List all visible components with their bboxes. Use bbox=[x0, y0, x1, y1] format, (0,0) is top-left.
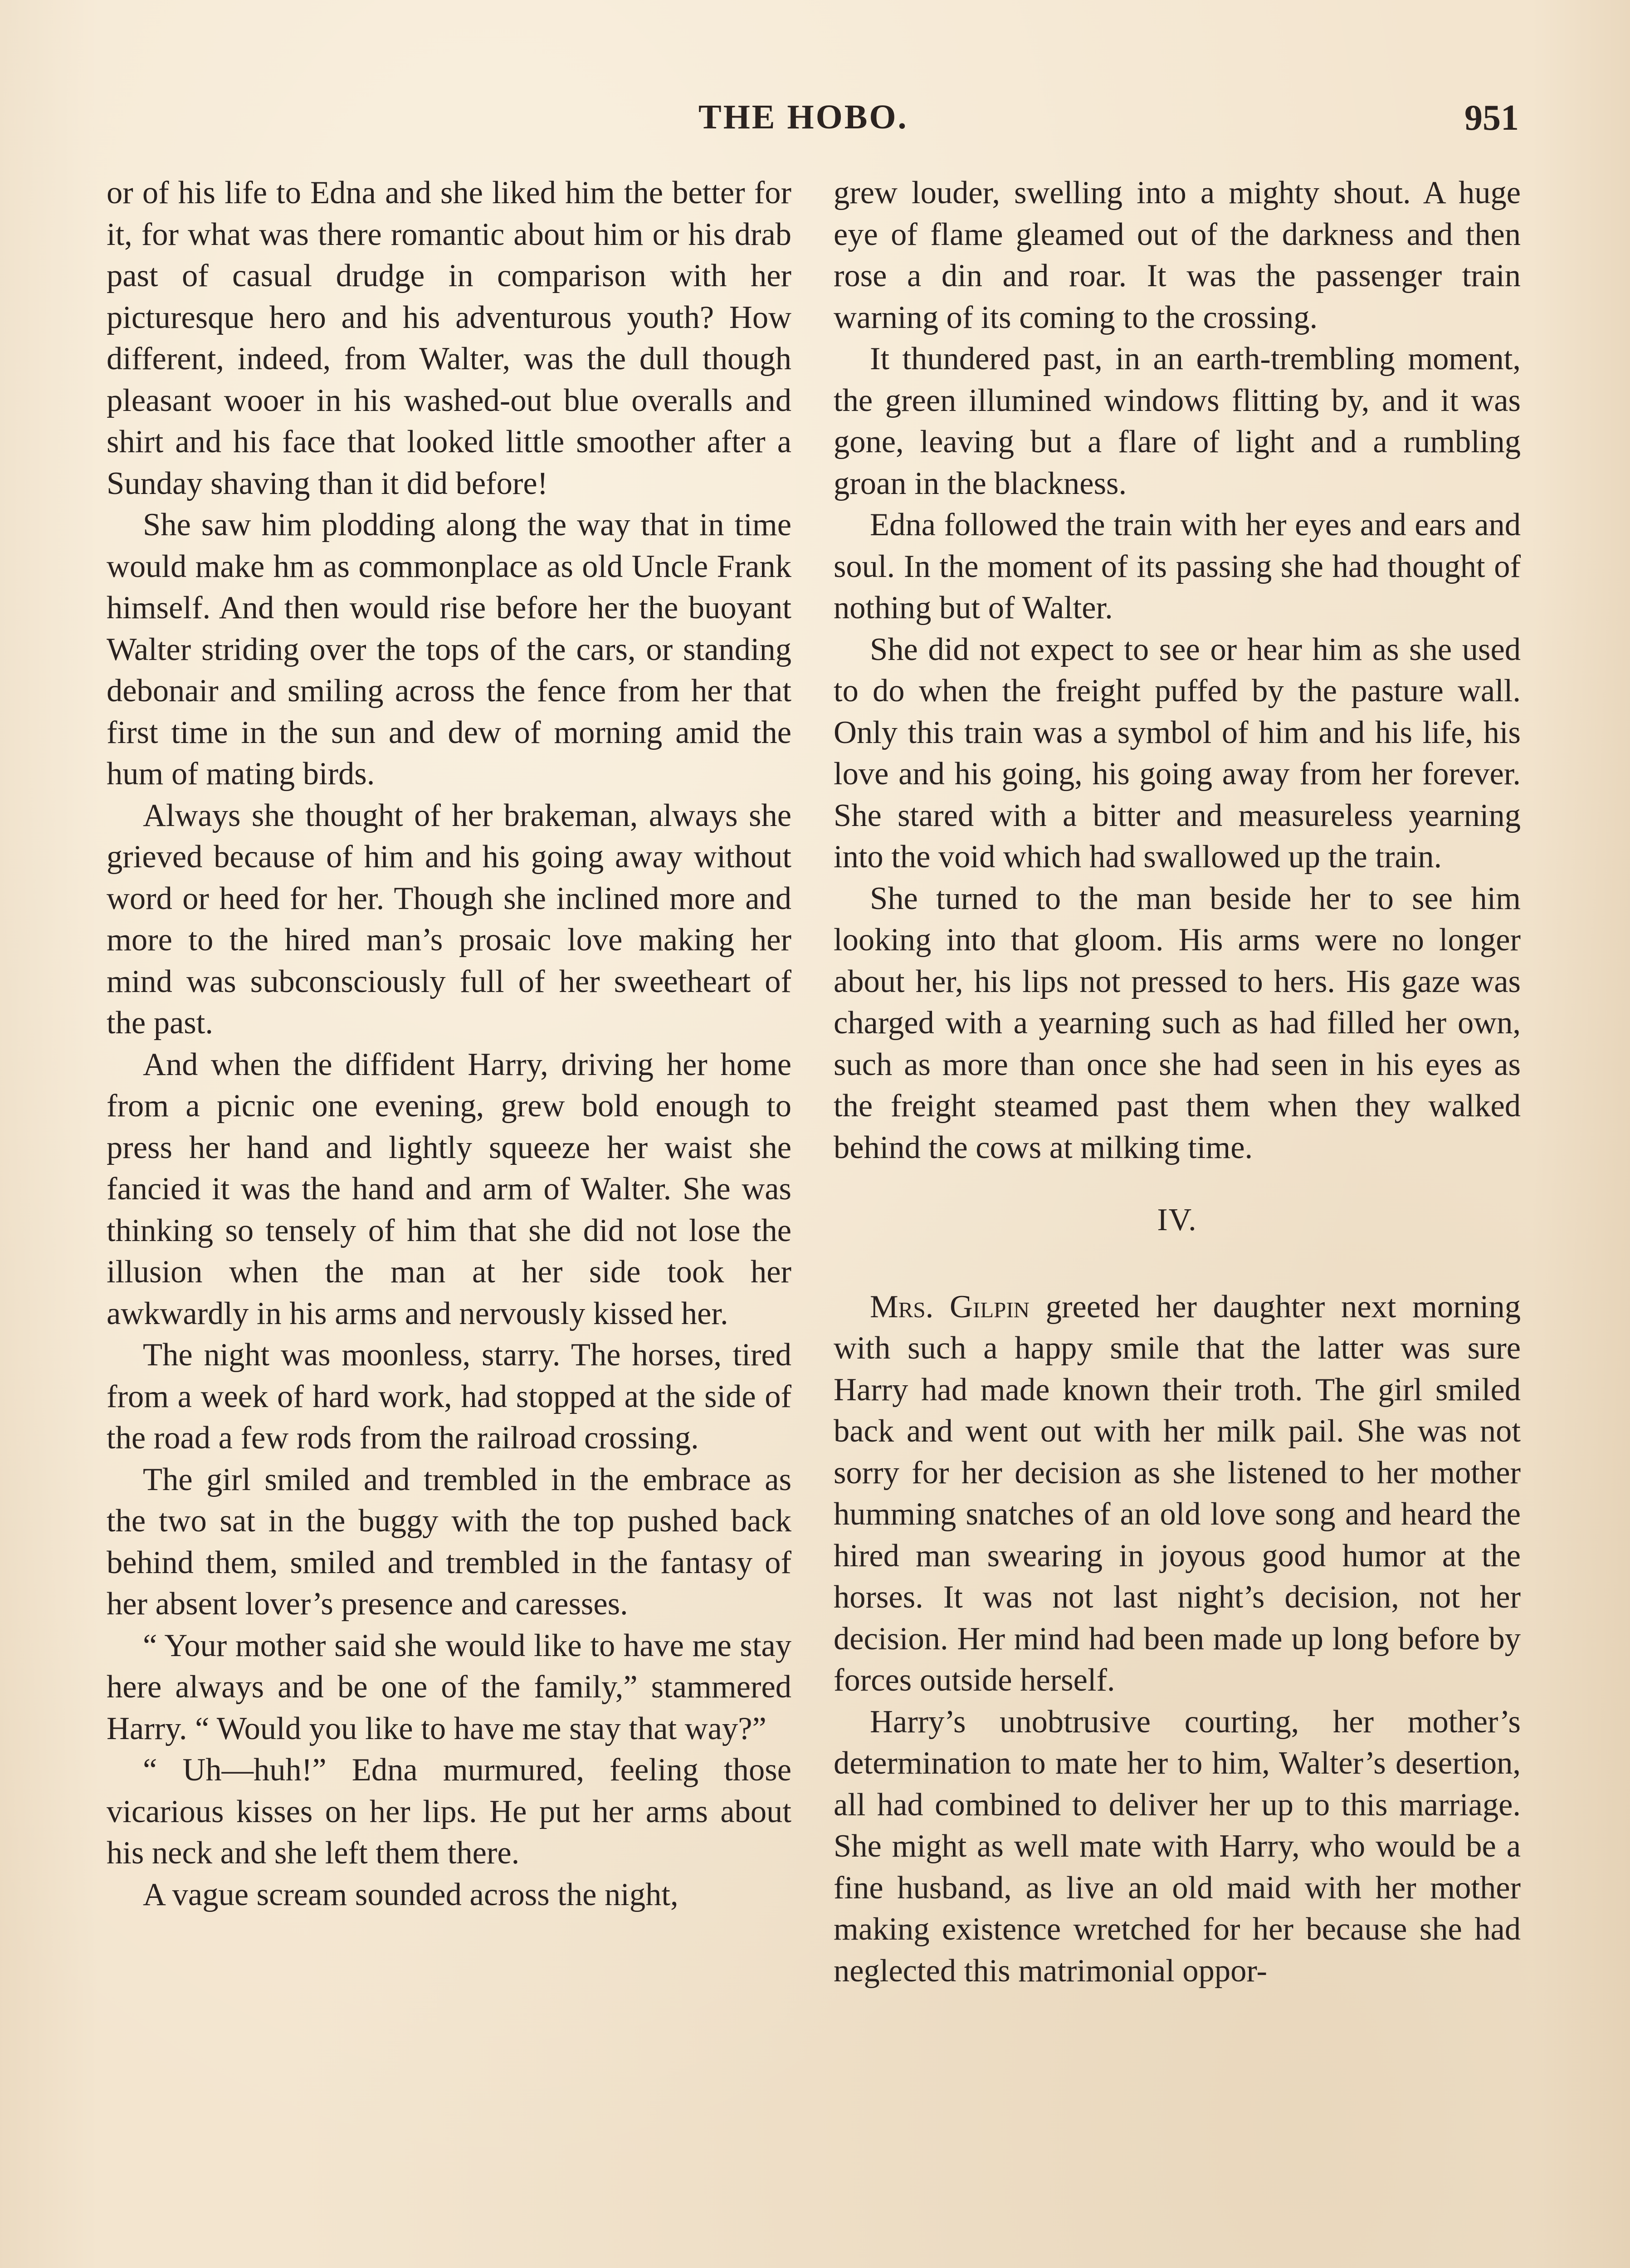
paragraph: “ Uh—huh!” Edna murmured, feeling those vicarious kisses on her lips. He put her arms about his neck and she left them there. bbox=[107, 1752, 791, 1871]
section-opening-text: greeted her daughter next morning with such a happy smile that the latter was sure Harry had made known their troth. The girl smiled back and went out with her milk pail. She was not sorry for her decision as she listened to her mother humming snatches of an old love song and heard the hired man swearing in joyous good humor at the horses. It was not last night’s decision, not her decision. Her mind had been made up long before by forces outside herself. bbox=[834, 1289, 1521, 1698]
paragraph: She saw him plodding along the way that in time would make hm as commonplace as old Uncle Frank himself. And then would rise before her the buoyant Walter striding over the tops of the cars, or standing debonair and smiling across the fence from her that first time in the sun and dew of morning amid the hum of mating birds. bbox=[107, 507, 791, 792]
paragraph: She turned to the man beside her to see him looking into that gloom. His arms were no longer about her, his lips not pressed to hers. His gaze was charged with a yearning such as had filled her own, such as more than once she had seen in his eyes as the freight steamed past them when they walked behind the cows at milking time. bbox=[834, 880, 1521, 1165]
page-header bbox=[0, 98, 1630, 147]
paragraph: Always she thought of her brakeman, always she grieved because of him and his going away without word or heed for her. Though she inclined more and more to the hired man’s prosaic love making her mind was subconsciously full of her sweetheart of the past. bbox=[107, 797, 791, 1041]
paragraph: A vague scream sounded across the night, bbox=[143, 1877, 678, 1912]
running-title: THE HOBO. bbox=[698, 98, 908, 136]
section-opening-paragraph bbox=[834, 1286, 1521, 1701]
left-column bbox=[107, 172, 791, 1916]
paragraph: And when the diffident Harry, driving her home from a picnic one evening, grew bold enough to press her hand and lightly squeeze her waist she fancied it was the hand and arm of Walter. She was thinking so tensely of him that she did not lose the illusion when the man at her side took her awkwardly in his arms and nervously kissed her. bbox=[107, 1046, 791, 1331]
character-name-smallcaps: Mrs. Gilpin bbox=[870, 1289, 1030, 1325]
paragraph: The night was moonless, starry. The horses, tired from a week of hard work, had stopped at the side of the road a few rods from the railroad crossing. bbox=[107, 1337, 791, 1456]
page-number: 951 bbox=[1464, 98, 1519, 138]
paragraph: grew louder, swelling into a mighty shout. A huge eye of flame gleamed out of the darkness and then rose a din and roar. It was the passenger train warning of its coming to the crossing. bbox=[834, 175, 1521, 335]
paragraph: The girl smiled and trembled in the embrace as the two sat in the buggy with the top pushed back behind them, smiled and trembled in the fantasy of her absent lover’s presence and caresses. bbox=[107, 1461, 791, 1622]
paragraph: Edna followed the train with her eyes and ears and soul. In the moment of its passing she had thought of nothing but of Walter. bbox=[834, 507, 1521, 626]
paragraph: Harry’s unobtrusive courting, her mother’s determination to mate her to him, Walter’s desertion, all had combined to deliver her up to this marriage. She might as well mate with Harry, who would be a fine husband, as live an old maid with her mother making existence wretched for her because she had neglected this matrimonial oppor- bbox=[834, 1704, 1521, 1989]
right-column bbox=[834, 172, 1521, 1992]
paragraph: She did not expect to see or hear him as she used to do when the freight puffed by the pasture wall. Only this train was a symbol of him and his life, his love and his going, his going away from her forever. She stared with a bitter and measureless yearning into the void which had swallowed up the train. bbox=[834, 631, 1521, 875]
paragraph: It thundered past, in an earth-trembling moment, the green illumined windows flitting by, and it was gone, leaving but a flare of light and a rumbling groan in the blackness. bbox=[834, 341, 1521, 501]
paragraph: or of his life to Edna and she liked him the better for it, for what was there romantic about him or his drab past of casual drudge in comparison with her picturesque hero and his adventurous youth? How different, indeed, from Walter, was the dull though pleasant wooer in his washed-out blue overalls and shirt and his face that looked little smoother after a Sunday shaving than it did before! bbox=[107, 175, 791, 501]
paragraph: “ Your mother said she would like to have me stay here always and be one of the family,” stammered Harry. “ Would you like to have me stay that way?” bbox=[107, 1628, 791, 1746]
section-heading: IV. bbox=[1157, 1202, 1197, 1237]
